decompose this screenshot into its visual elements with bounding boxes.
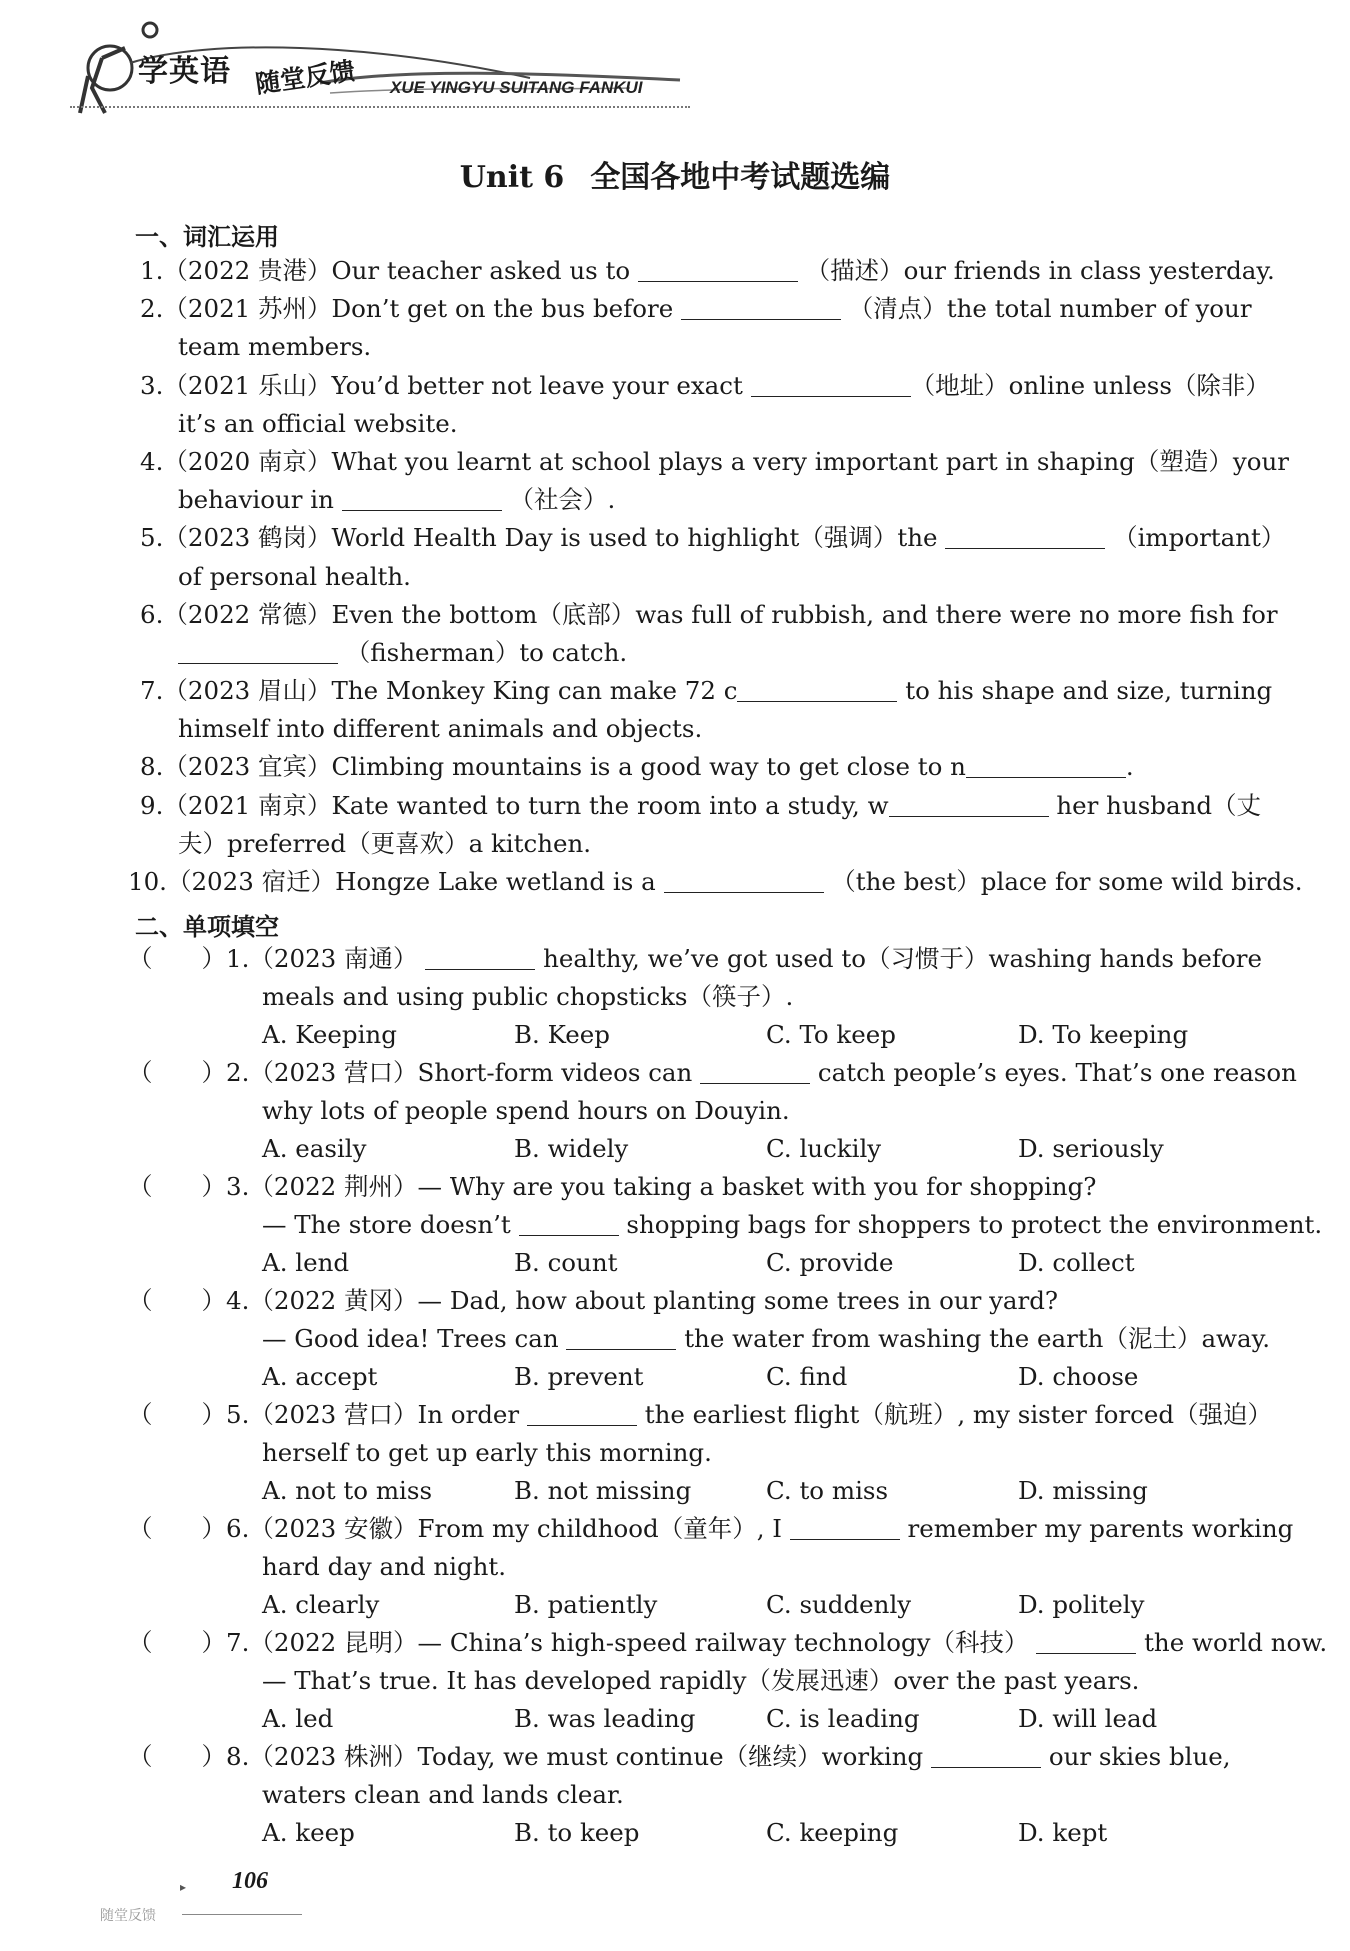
footer-brand: 随堂反馈 bbox=[100, 1908, 156, 1924]
vocab-line-2-cont: team members. bbox=[178, 332, 372, 361]
option-b: B. widely bbox=[514, 1134, 629, 1163]
header-divider bbox=[70, 106, 690, 108]
option-d: D. To keeping bbox=[1018, 1020, 1189, 1049]
answer-paren[interactable]: （ ） bbox=[128, 944, 226, 973]
option-d: D. choose bbox=[1018, 1362, 1139, 1391]
page-marker-icon: ▸ bbox=[180, 1880, 187, 1894]
option-a: A. easily bbox=[262, 1134, 367, 1163]
page-number: 106 bbox=[232, 1868, 268, 1894]
vocab-line-8: 8.（2023 宜宾）Climbing mountains is a good way to get close to n . bbox=[140, 752, 1134, 781]
mc-question-8-cont: waters clean and lands clear. bbox=[262, 1780, 624, 1809]
option-a: A. clearly bbox=[262, 1590, 380, 1619]
vocab-line-7-cont: himself into different animals and objects. bbox=[178, 714, 703, 743]
mc-question-7: （ ）7.（2022 昆明）— China’s high-speed railway technology（科技） the world now. bbox=[128, 1628, 1328, 1657]
unit-label: Unit 6 bbox=[459, 160, 565, 195]
option-b: B. prevent bbox=[514, 1362, 644, 1391]
vocab-line-4: 4.（2020 南京）What you learnt at school plays a very important part in shaping（塑造）your bbox=[140, 447, 1289, 476]
mc-question-4-cont: — Good idea! Trees can the water from washing the earth（泥土）away. bbox=[262, 1324, 1271, 1353]
mc-question-5-cont: herself to get up early this morning. bbox=[262, 1438, 712, 1467]
mc-question-7-cont: — That’s true. It has developed rapidly（发展迅速）over the past years. bbox=[262, 1666, 1140, 1695]
mc-question-8: （ ）8.（2023 株洲）Today, we must continue（继续）working our skies blue, bbox=[128, 1742, 1231, 1771]
vocab-line-1: 1.（2022 贵港）Our teacher asked us to （描述）our friends in class yesterday. bbox=[140, 256, 1275, 285]
option-c: C. provide bbox=[766, 1248, 894, 1277]
option-c: C. find bbox=[766, 1362, 848, 1391]
vocab-line-2: 2.（2021 苏州）Don’t get on the bus before （清点）the total number of your bbox=[140, 294, 1252, 323]
vocab-line-3-cont: it’s an official website. bbox=[178, 409, 458, 438]
option-a: A. lend bbox=[262, 1248, 350, 1277]
mc-question-1: （ ）1.（2023 南通） healthy, we’ve got used to（习惯于）washing hands before bbox=[128, 944, 1262, 973]
option-b: B. to keep bbox=[514, 1818, 640, 1847]
mc-question-1-cont: meals and using public chopsticks（筷子）. bbox=[262, 982, 794, 1011]
vocab-line-9: 9.（2021 南京）Kate wanted to turn the room into a study, w her husband（丈 bbox=[140, 791, 1262, 820]
vocab-line-10: 10.（2023 宿迁）Hongze Lake wetland is a （the best）place for some wild birds. bbox=[128, 867, 1303, 896]
option-d: D. kept bbox=[1018, 1818, 1108, 1847]
option-a: A. Keeping bbox=[262, 1020, 397, 1049]
section-heading-vocabulary: 一、词汇运用 bbox=[135, 223, 279, 251]
option-a: A. accept bbox=[262, 1362, 378, 1391]
footer-rule bbox=[182, 1914, 302, 1915]
vocab-line-3: 3.（2021 乐山）You’d better not leave your exact （地址）online unless（除非） bbox=[140, 371, 1270, 400]
option-c: C. is leading bbox=[766, 1704, 920, 1733]
mc-question-6-cont: hard day and night. bbox=[262, 1552, 507, 1581]
answer-paren[interactable]: （ ） bbox=[128, 1514, 226, 1543]
option-d: D. collect bbox=[1018, 1248, 1135, 1277]
option-b: B. Keep bbox=[514, 1020, 610, 1049]
answer-paren[interactable]: （ ） bbox=[128, 1742, 226, 1771]
vocab-line-5: 5.（2023 鹤岗）World Health Day is used to highlight（强调）the （important） bbox=[140, 523, 1286, 552]
option-b: B. not missing bbox=[514, 1476, 692, 1505]
option-c: C. to miss bbox=[766, 1476, 889, 1505]
option-c: C. luckily bbox=[766, 1134, 882, 1163]
mc-question-4: （ ）4.（2022 黄冈）— Dad, how about planting some trees in our yard? bbox=[128, 1286, 1059, 1315]
option-b: B. was leading bbox=[514, 1704, 696, 1733]
option-a: A. not to miss bbox=[262, 1476, 433, 1505]
vocab-line-6: 6.（2022 常德）Even the bottom（底部）was full of rubbish, and there were no more fish for bbox=[140, 600, 1278, 629]
option-c: C. suddenly bbox=[766, 1590, 912, 1619]
page-title bbox=[0, 152, 1350, 196]
mc-question-3-cont: — The store doesn’t shopping bags for shoppers to protect the environment. bbox=[262, 1210, 1323, 1239]
header-brand-cn2: 随堂反馈 bbox=[253, 56, 357, 99]
answer-paren[interactable]: （ ） bbox=[128, 1286, 226, 1315]
option-c: C. To keep bbox=[766, 1020, 896, 1049]
vocab-line-5-cont: of personal health. bbox=[178, 562, 411, 591]
mc-question-6: （ ）6.（2023 安徽）From my childhood（童年）, I remember my parents working bbox=[128, 1514, 1294, 1543]
option-d: D. politely bbox=[1018, 1590, 1145, 1619]
option-b: B. count bbox=[514, 1248, 618, 1277]
option-d: D. seriously bbox=[1018, 1134, 1164, 1163]
answer-paren[interactable]: （ ） bbox=[128, 1172, 226, 1201]
mc-question-2: （ ）2.（2023 营口）Short-form videos can catch people’s eyes. That’s one reason bbox=[128, 1058, 1297, 1087]
option-c: C. keeping bbox=[766, 1818, 899, 1847]
option-d: D. missing bbox=[1018, 1476, 1148, 1505]
mc-question-5: （ ）5.（2023 营口）In order the earliest flight（航班）, my sister forced（强迫） bbox=[128, 1400, 1273, 1429]
option-b: B. patiently bbox=[514, 1590, 658, 1619]
answer-paren[interactable]: （ ） bbox=[128, 1400, 226, 1429]
vocab-line-7: 7.（2023 眉山）The Monkey King can make 72 c to his shape and size, turning bbox=[140, 676, 1273, 705]
section-heading-multiple-choice: 二、单项填空 bbox=[135, 913, 279, 941]
answer-paren[interactable]: （ ） bbox=[128, 1628, 226, 1657]
vocab-line-6-cont: （fisherman）to catch. bbox=[178, 638, 627, 668]
vocab-line-4-cont: behaviour in （社会）. bbox=[178, 485, 616, 514]
title-text: 全国各地中考试题选编 bbox=[590, 160, 891, 195]
vocab-line-9-cont: 夫）preferred（更喜欢）a kitchen. bbox=[178, 829, 592, 858]
answer-paren[interactable]: （ ） bbox=[128, 1058, 226, 1087]
option-d: D. will lead bbox=[1018, 1704, 1158, 1733]
header-brand-en: XUE YINGYU SUITANG FANKUI bbox=[390, 78, 643, 97]
option-a: A. keep bbox=[262, 1818, 355, 1847]
mc-question-3: （ ）3.（2022 荆州）— Why are you taking a basket with you for shopping? bbox=[128, 1172, 1097, 1201]
option-a: A. led bbox=[262, 1704, 334, 1733]
header-brand-cn: 学英语 bbox=[138, 54, 231, 89]
mc-question-2-cont: why lots of people spend hours on Douyin. bbox=[262, 1096, 790, 1125]
